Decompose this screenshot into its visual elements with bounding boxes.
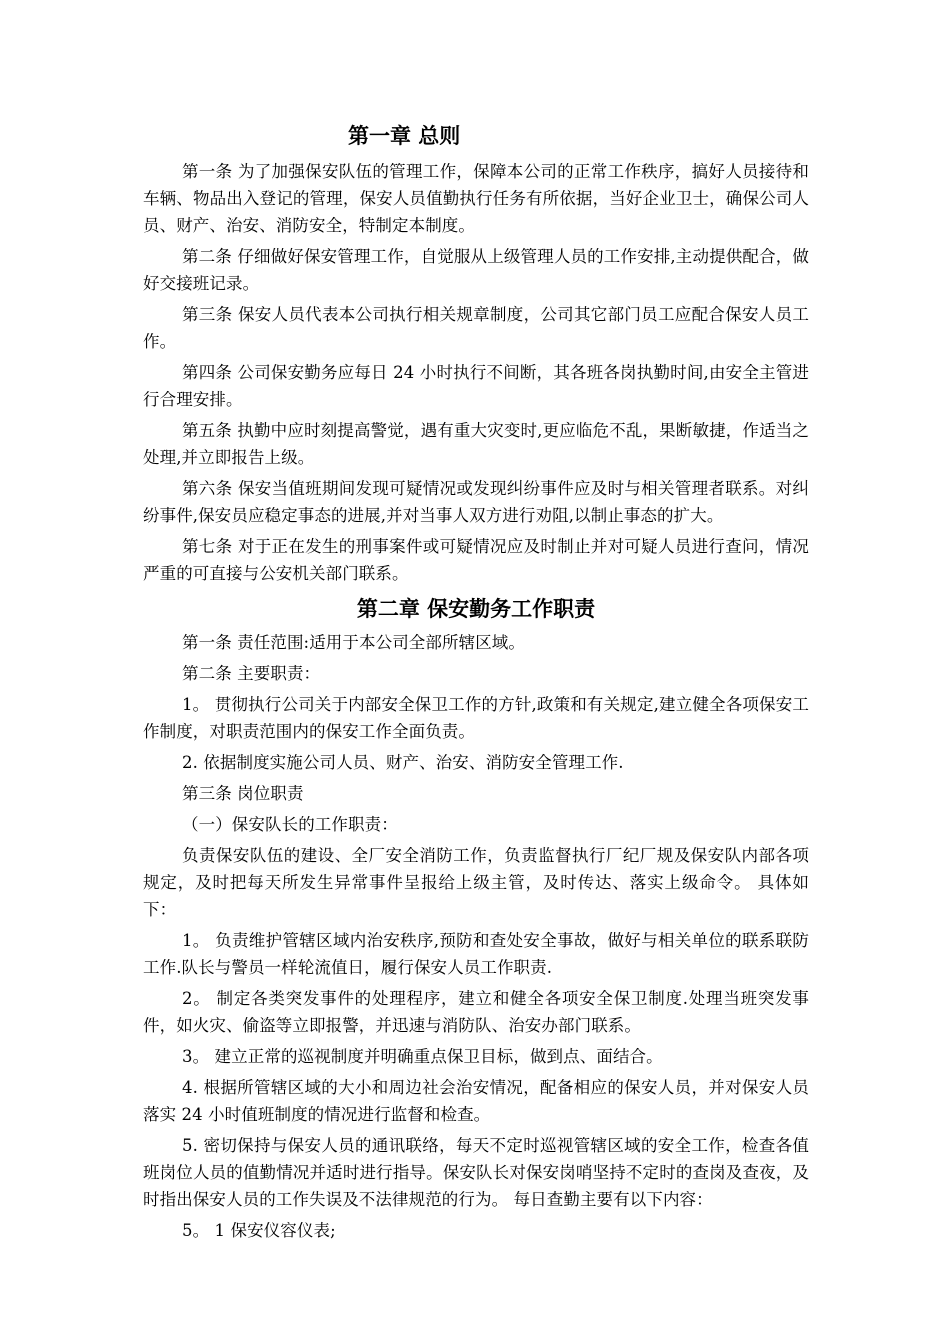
chapter1-article-1: 第一条 为了加强保安队伍的管理工作，保障本公司的正常工作秩序，搞好人员接待和车辆、物品出入登记的管理，保安人员值勤执行任务有所依据，当好企业卫士，确保公司人员、财产、治安、消防安全，特制定本制度。 — [143, 162, 809, 235]
captain-duty-5: 5. 密切保持与保安人员的通讯联络，每天不定时巡视管辖区域的安全工作，检查各值班岗位人员的值勤情况并适时进行指导。保安队长对保安岗哨坚持不定时的查岗及查夜，及时指出保安人员的工作失误及不法律规范的行为。 每日查勤主要有以下内容： — [143, 1136, 809, 1209]
chapter1-title: 第一章 总则 — [348, 123, 461, 148]
chapter1-article-4: 第四条 公司保安勤务应每日 24 小时执行不间断，其各班各岗执勤时间,由安全主管进行合理安排。 — [143, 363, 809, 409]
chapter1-article-6: 第六条 保安当值班期间发现可疑情况或发现纠纷事件应及时与相关管理者联系。对纠纷事件,保安员应稳定事态的进展,并对当事人双方进行劝阻,以制止事态的扩大。 — [143, 479, 809, 525]
chapter2-article-3: 第三条 岗位职责 — [182, 784, 304, 803]
chapter1-article-5: 第五条 执勤中应时刻提高警觉，遇有重大灾变时,更应临危不乱，果断敏捷，作适当之处理,并立即报告上级。 — [143, 421, 809, 467]
captain-duty-3: 3。 建立正常的巡视制度并明确重点保卫目标，做到点、面结合。 — [182, 1047, 663, 1066]
chapter1-article-2: 第二条 仔细做好保安管理工作，自觉服从上级管理人员的工作安排,主动提供配合，做好交接班记录。 — [143, 247, 809, 293]
captain-duty-1: 1。 负责维护管辖区域内治安秩序,预防和查处安全事故，做好与相关单位的联系联防工作.队长与警员一样轮流值日，履行保安人员工作职责. — [143, 931, 809, 977]
chapter1-article-3: 第三条 保安人员代表本公司执行相关规章制度，公司其它部门员工应配合保安人员工作。 — [143, 305, 809, 351]
chapter2-article-1: 第一条 责任范围:适用于本公司全部所辖区域。 — [182, 633, 526, 652]
chapter2-title: 第二章 保安勤务工作职责 — [356, 596, 596, 621]
chapter2-duty-1: 1。 贯彻执行公司关于内部安全保卫工作的方针,政策和有关规定,建立健全各项保安工作制度，对职责范围内的保安工作全面负责。 — [143, 695, 809, 741]
captain-duty-2: 2。 制定各类突发事件的处理程序，建立和健全各项安全保卫制度.处理当班突发事件，如火灾、偷盗等立即报警，并迅速与消防队、治安办部门联系。 — [143, 989, 809, 1035]
captain-duties-heading: （一）保安队长的工作职责： — [182, 815, 398, 834]
chapter1-article-7: 第七条 对于正在发生的刑事案件或可疑情况应及时制止并对可疑人员进行查问，情况严重的可直接与公安机关部门联系。 — [143, 537, 809, 583]
chapter2-article-2: 第二条 主要职责： — [182, 664, 321, 683]
captain-duties-summary: 负责保安队伍的建设、全厂安全消防工作，负责监督执行厂纪厂规及保安队内部各项规定，及时把每天所发生异常事件呈报给上级主管，及时传达、落实上级命令。 具体如下： — [143, 846, 809, 919]
captain-duty-4: 4. 根据所管辖区域的大小和周边社会治安情况，配备相应的保安人员，并对保安人员落实 24 小时值班制度的情况进行监督和检查。 — [143, 1078, 809, 1124]
captain-duty-5-1: 5。 1 保安仪容仪表; — [182, 1221, 336, 1240]
chapter2-duty-2: 2. 依据制度实施公司人员、财产、治安、消防安全管理工作. — [182, 753, 624, 772]
document-body — [143, 118, 809, 1248]
